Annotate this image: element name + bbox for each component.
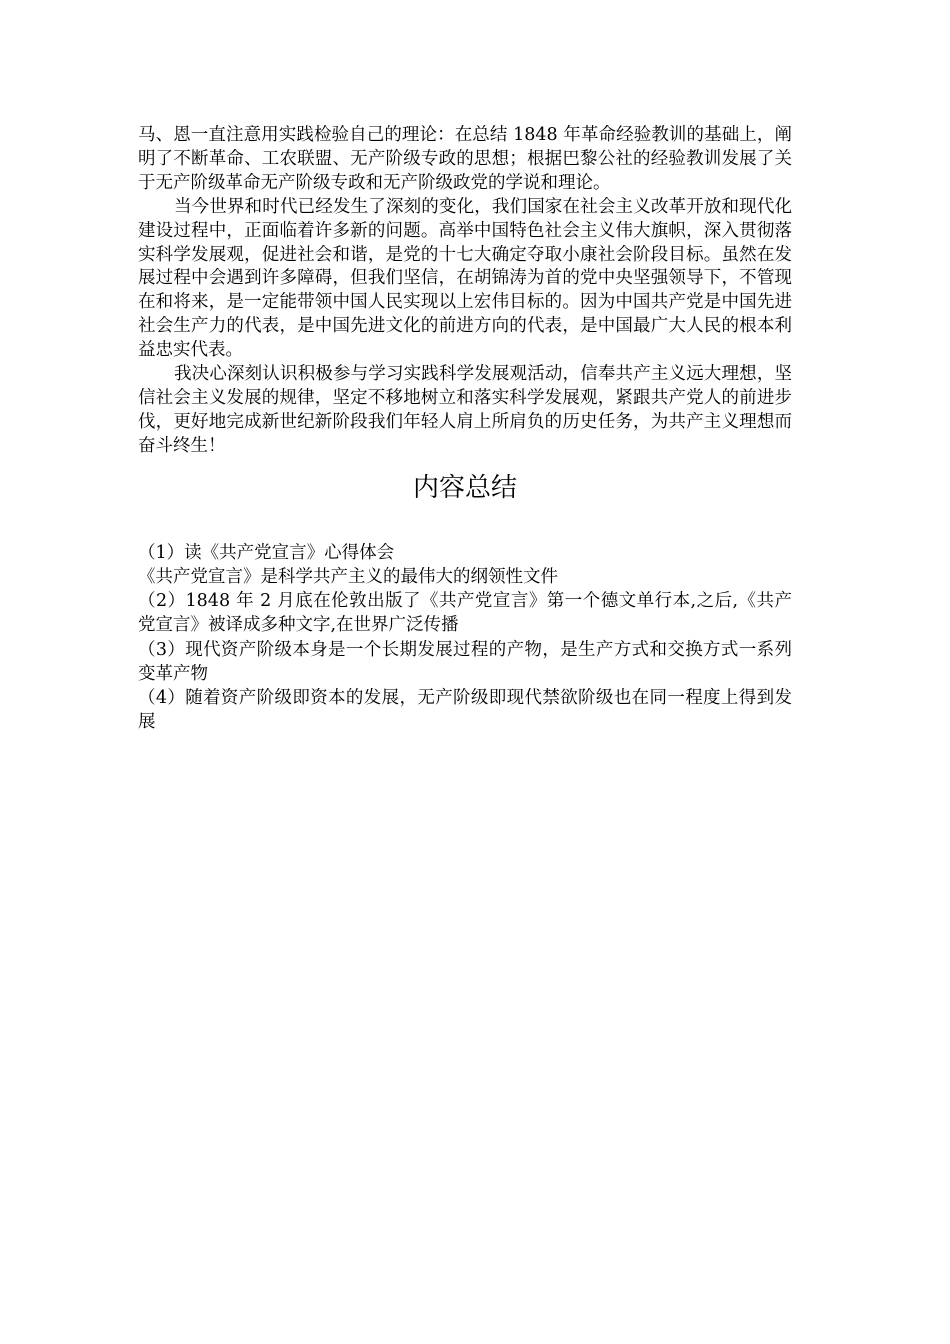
summary-title: 内容总结 bbox=[412, 472, 517, 503]
summary-line-3: （2）1848 年 2 月底在伦敦出版了《共产党宣言》第一个德文单行本,之后,《共产党宣言》被译成多种文字,在世界广泛传播 bbox=[138, 591, 792, 636]
body-paragraph-2: 当今世界和时代已经发生了深刻的变化，我们国家在社会主义改革开放和现代化建设过程中，正面临着许多新的问题。高举中国特色社会主义伟大旗帜，深入贯彻落实科学发展观，促进社会和谐，是党的十七大确定夺取小康社会阶段目标。虽然在发展过程中会遇到许多障碍，但我们坚信，在胡锦涛为首的党中央坚强领导下，不管现在和将来，是一定能带领中国人民实现以上宏伟目标的。因为中国共产党是中国先进社会生产力的代表，是中国先进文化的前进方向的代表，是中国最广大人民的根本利益忠实代表。 bbox=[138, 196, 792, 361]
body-paragraph-1: 马、恩一直注意用实践检验自己的理论：在总结 1848 年革命经验教训的基础上，阐明了不断革命、工农联盟、无产阶级专政的思想；根据巴黎公社的经验教训发展了关于无产阶级革命无产阶级专政和无产阶级政党的学说和理论。 bbox=[138, 125, 792, 193]
summary-line-4: （3）现代资产阶级本身是一个长期发展过程的产物，是生产方式和交换方式一系列变革产物 bbox=[138, 639, 792, 684]
summary-line-1: （1）读《共产党宣言》心得体会 bbox=[138, 542, 395, 563]
body-paragraph-3: 我决心深刻认识积极参与学习实践科学发展观活动，信奉共产主义远大理想，坚信社会主义发展的规律，坚定不移地树立和落实科学发展观，紧跟共产党人的前进步伐，更好地完成新世纪新阶段我们年轻人肩上所肩负的历史任务，为共产主义理想而奋斗终生！ bbox=[138, 364, 792, 456]
summary-line-5: （4）随着资产阶级即资本的发展，无产阶级即现代禁欲阶级也在同一程度上得到发展 bbox=[138, 687, 792, 733]
summary-list bbox=[138, 541, 792, 735]
summary-line-2: 《共产党宣言》是科学共产主义的最伟大的纲领性文件 bbox=[138, 566, 558, 587]
document-page bbox=[138, 124, 792, 734]
